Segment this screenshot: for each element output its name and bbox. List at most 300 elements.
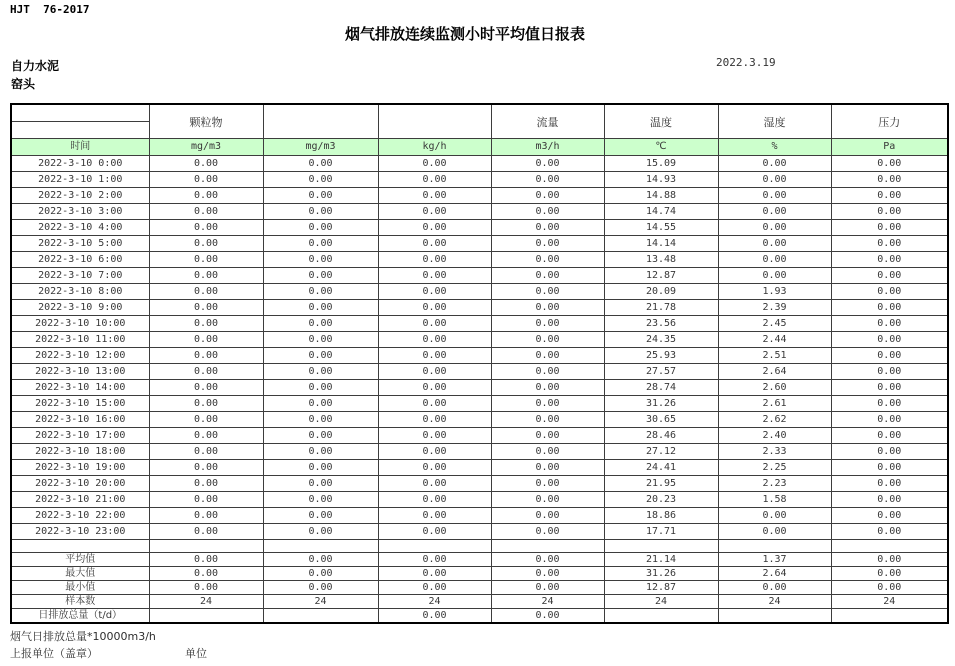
- value-cell: 0.00: [263, 332, 378, 348]
- time-cell: 2022-3-10 23:00: [11, 524, 149, 540]
- time-cell: 2022-3-10 21:00: [11, 492, 149, 508]
- summary-value-cell: 0.00: [149, 581, 263, 595]
- monitoring-point: 窑头: [11, 77, 36, 91]
- value-cell: 0.00: [831, 268, 948, 284]
- standard-code: HJT 76-2017: [10, 3, 90, 16]
- summary-value-cell: [149, 609, 263, 624]
- unit-cell: %: [718, 139, 831, 156]
- value-cell: 0.00: [263, 220, 378, 236]
- value-cell: 30.65: [604, 412, 718, 428]
- value-cell: 0.00: [491, 172, 604, 188]
- value-cell: 0.00: [263, 316, 378, 332]
- unit-cell: Pa: [831, 139, 948, 156]
- summary-value-cell: 31.26: [604, 567, 718, 581]
- summary-row: [11, 595, 948, 609]
- value-cell: 0.00: [831, 460, 948, 476]
- value-cell: 0.00: [149, 316, 263, 332]
- summary-value-cell: 0.00: [831, 553, 948, 567]
- summary-label-cell: 平均值: [11, 553, 149, 567]
- value-cell: 20.09: [604, 284, 718, 300]
- value-cell: 0.00: [378, 412, 491, 428]
- value-cell: 18.86: [604, 508, 718, 524]
- value-cell: 0.00: [263, 236, 378, 252]
- value-cell: 0.00: [718, 252, 831, 268]
- value-cell: 0.00: [149, 444, 263, 460]
- summary-value-cell: 0.00: [718, 581, 831, 595]
- value-cell: 0.00: [378, 380, 491, 396]
- value-cell: 0.00: [491, 364, 604, 380]
- value-cell: 0.00: [149, 220, 263, 236]
- value-cell: 0.00: [378, 396, 491, 412]
- value-cell: 0.00: [378, 364, 491, 380]
- unit-cell: mg/m3: [149, 139, 263, 156]
- value-cell: 0.00: [831, 476, 948, 492]
- value-cell: 0.00: [491, 396, 604, 412]
- table-head: [11, 104, 948, 156]
- summary-value-cell: 24: [149, 595, 263, 609]
- value-cell: 24.41: [604, 460, 718, 476]
- spacer-cell: [378, 540, 491, 553]
- summary-value-cell: 0.00: [378, 609, 491, 624]
- value-cell: 0.00: [149, 460, 263, 476]
- group-header-cell: 湿度: [718, 104, 831, 139]
- value-cell: 0.00: [831, 508, 948, 524]
- value-cell: 0.00: [149, 492, 263, 508]
- value-cell: 0.00: [491, 332, 604, 348]
- value-cell: 0.00: [149, 332, 263, 348]
- time-cell: 2022-3-10 5:00: [11, 236, 149, 252]
- group-header-cell: 温度: [604, 104, 718, 139]
- value-cell: 21.95: [604, 476, 718, 492]
- spacer-cell: [11, 540, 149, 553]
- summary-value-cell: 0.00: [263, 581, 378, 595]
- value-cell: 28.74: [604, 380, 718, 396]
- value-cell: 0.00: [263, 492, 378, 508]
- unit-cell: m3/h: [491, 139, 604, 156]
- value-cell: 0.00: [378, 428, 491, 444]
- value-cell: 0.00: [149, 188, 263, 204]
- summary-value-cell: 24: [604, 595, 718, 609]
- value-cell: 0.00: [831, 380, 948, 396]
- table-row: [11, 220, 948, 236]
- spacer-cell: [263, 540, 378, 553]
- table-row: [11, 316, 948, 332]
- summary-label-cell: 样本数: [11, 595, 149, 609]
- value-cell: 0.00: [718, 524, 831, 540]
- table-row: [11, 476, 948, 492]
- value-cell: 0.00: [718, 236, 831, 252]
- report-date: 2022.3.19: [716, 56, 776, 69]
- value-cell: 0.00: [491, 476, 604, 492]
- table-row: [11, 300, 948, 316]
- value-cell: 0.00: [718, 508, 831, 524]
- value-cell: 0.00: [263, 348, 378, 364]
- value-cell: 0.00: [149, 156, 263, 172]
- value-cell: 0.00: [831, 412, 948, 428]
- value-cell: 14.55: [604, 220, 718, 236]
- value-cell: 0.00: [831, 428, 948, 444]
- value-cell: 28.46: [604, 428, 718, 444]
- summary-value-cell: 0.00: [831, 581, 948, 595]
- summary-value-cell: 24: [263, 595, 378, 609]
- value-cell: 0.00: [491, 204, 604, 220]
- value-cell: 0.00: [263, 380, 378, 396]
- value-cell: 0.00: [491, 316, 604, 332]
- summary-row: [11, 553, 948, 567]
- value-cell: 0.00: [263, 156, 378, 172]
- time-cell: 2022-3-10 4:00: [11, 220, 149, 236]
- value-cell: 0.00: [378, 236, 491, 252]
- value-cell: 0.00: [718, 220, 831, 236]
- value-cell: 0.00: [491, 220, 604, 236]
- time-cell: 2022-3-10 0:00: [11, 156, 149, 172]
- value-cell: 0.00: [378, 156, 491, 172]
- summary-value-cell: 0.00: [491, 567, 604, 581]
- spacer-row: [11, 540, 948, 553]
- group-header-cell: 压力: [831, 104, 948, 139]
- value-cell: 2.25: [718, 460, 831, 476]
- value-cell: 2.60: [718, 380, 831, 396]
- summary-value-cell: 0.00: [149, 553, 263, 567]
- time-cell: 2022-3-10 11:00: [11, 332, 149, 348]
- value-cell: 0.00: [263, 284, 378, 300]
- value-cell: 0.00: [149, 268, 263, 284]
- value-cell: 0.00: [378, 460, 491, 476]
- spacer-cell: [604, 540, 718, 553]
- summary-value-cell: 0.00: [491, 553, 604, 567]
- value-cell: 0.00: [149, 412, 263, 428]
- value-cell: 0.00: [831, 396, 948, 412]
- value-cell: 0.00: [149, 348, 263, 364]
- value-cell: 14.14: [604, 236, 718, 252]
- value-cell: 0.00: [149, 364, 263, 380]
- value-cell: 0.00: [149, 508, 263, 524]
- table-row: [11, 172, 948, 188]
- value-cell: 27.12: [604, 444, 718, 460]
- table-row: [11, 364, 948, 380]
- group-header-row: [11, 104, 948, 122]
- summary-value-cell: 0.00: [263, 567, 378, 581]
- table-row: [11, 428, 948, 444]
- summary-value-cell: 12.87: [604, 581, 718, 595]
- summary-label-cell: 最大值: [11, 567, 149, 581]
- value-cell: 0.00: [831, 300, 948, 316]
- value-cell: 0.00: [831, 444, 948, 460]
- summary-value-cell: 0.00: [831, 567, 948, 581]
- summary-value-cell: 24: [378, 595, 491, 609]
- value-cell: 2.23: [718, 476, 831, 492]
- value-cell: 2.62: [718, 412, 831, 428]
- value-cell: 0.00: [263, 412, 378, 428]
- summary-value-cell: 0.00: [491, 581, 604, 595]
- value-cell: 2.44: [718, 332, 831, 348]
- value-cell: 0.00: [491, 460, 604, 476]
- value-cell: 0.00: [263, 268, 378, 284]
- value-cell: 0.00: [491, 300, 604, 316]
- value-cell: 0.00: [378, 220, 491, 236]
- table-row: [11, 348, 948, 364]
- value-cell: 27.57: [604, 364, 718, 380]
- summary-value-cell: 24: [718, 595, 831, 609]
- value-cell: 0.00: [378, 252, 491, 268]
- value-cell: 0.00: [263, 188, 378, 204]
- spacer-cell: [149, 540, 263, 553]
- value-cell: 0.00: [718, 172, 831, 188]
- report-title: 烟气排放连续监测小时平均值日报表: [344, 25, 585, 43]
- value-cell: 1.58: [718, 492, 831, 508]
- table-row: [11, 156, 948, 172]
- value-cell: 0.00: [718, 268, 831, 284]
- value-cell: 0.00: [378, 444, 491, 460]
- spacer-cell: [718, 540, 831, 553]
- time-cell: 2022-3-10 1:00: [11, 172, 149, 188]
- value-cell: 0.00: [831, 252, 948, 268]
- value-cell: 0.00: [831, 524, 948, 540]
- group-header-cell: 流量: [491, 104, 604, 139]
- footer-flow-total-note: 烟气日排放总量*10000m3/h: [10, 630, 156, 643]
- summary-value-cell: [604, 609, 718, 624]
- value-cell: 0.00: [491, 348, 604, 364]
- table-row: [11, 204, 948, 220]
- value-cell: 0.00: [831, 172, 948, 188]
- value-cell: 0.00: [718, 204, 831, 220]
- value-cell: 0.00: [263, 204, 378, 220]
- value-cell: 0.00: [831, 332, 948, 348]
- summary-value-cell: 0.00: [149, 567, 263, 581]
- value-cell: 0.00: [149, 396, 263, 412]
- spacer-cell: [831, 540, 948, 553]
- value-cell: 0.00: [378, 524, 491, 540]
- summary-value-cell: [718, 609, 831, 624]
- footer-unit-label: 单位: [185, 647, 207, 660]
- value-cell: 24.35: [604, 332, 718, 348]
- value-cell: 0.00: [718, 156, 831, 172]
- report-table: [10, 103, 949, 624]
- summary-value-cell: 0.00: [491, 609, 604, 624]
- table-row: [11, 236, 948, 252]
- summary-value-cell: 0.00: [263, 553, 378, 567]
- value-cell: 0.00: [491, 188, 604, 204]
- value-cell: 0.00: [831, 220, 948, 236]
- value-cell: 0.00: [378, 348, 491, 364]
- value-cell: 0.00: [378, 332, 491, 348]
- summary-value-cell: 24: [491, 595, 604, 609]
- summary-label-cell: 最小值: [11, 581, 149, 595]
- time-cell: 2022-3-10 9:00: [11, 300, 149, 316]
- table-row: [11, 268, 948, 284]
- value-cell: 0.00: [378, 508, 491, 524]
- value-cell: 0.00: [831, 236, 948, 252]
- value-cell: 0.00: [149, 172, 263, 188]
- value-cell: 0.00: [831, 364, 948, 380]
- value-cell: 0.00: [831, 188, 948, 204]
- unit-cell: ℃: [604, 139, 718, 156]
- table-row: [11, 412, 948, 428]
- company-name: 自力水泥: [11, 59, 60, 73]
- table-row: [11, 460, 948, 476]
- value-cell: 15.09: [604, 156, 718, 172]
- group-header-empty-cell: [378, 104, 491, 139]
- time-header-cell: 时间: [11, 139, 149, 156]
- spacer-cell: [491, 540, 604, 553]
- time-cell: 2022-3-10 10:00: [11, 316, 149, 332]
- unit-cell: kg/h: [378, 139, 491, 156]
- value-cell: 0.00: [263, 364, 378, 380]
- summary-label-cell: 日排放总量（t/d）: [11, 609, 149, 624]
- value-cell: 13.48: [604, 252, 718, 268]
- value-cell: 0.00: [149, 252, 263, 268]
- value-cell: 0.00: [263, 252, 378, 268]
- group-header-empty-cell: [263, 104, 378, 139]
- value-cell: 0.00: [149, 236, 263, 252]
- summary-value-cell: 0.00: [378, 567, 491, 581]
- group-header-cell: 颗粒物: [149, 104, 263, 139]
- value-cell: 0.00: [263, 396, 378, 412]
- unit-row: [11, 139, 948, 156]
- corner-cell-top: [11, 104, 149, 122]
- value-cell: 31.26: [604, 396, 718, 412]
- time-cell: 2022-3-10 8:00: [11, 284, 149, 300]
- value-cell: 0.00: [491, 236, 604, 252]
- value-cell: 14.74: [604, 204, 718, 220]
- value-cell: 0.00: [149, 284, 263, 300]
- value-cell: 0.00: [378, 204, 491, 220]
- value-cell: 0.00: [149, 300, 263, 316]
- time-cell: 2022-3-10 17:00: [11, 428, 149, 444]
- time-cell: 2022-3-10 14:00: [11, 380, 149, 396]
- summary-value-cell: 2.64: [718, 567, 831, 581]
- time-cell: 2022-3-10 12:00: [11, 348, 149, 364]
- time-cell: 2022-3-10 13:00: [11, 364, 149, 380]
- value-cell: 0.00: [149, 204, 263, 220]
- time-cell: 2022-3-10 3:00: [11, 204, 149, 220]
- value-cell: 0.00: [263, 444, 378, 460]
- value-cell: 0.00: [831, 204, 948, 220]
- footer-reporting-unit-label: 上报单位（盖章）: [10, 647, 98, 660]
- value-cell: 0.00: [378, 476, 491, 492]
- value-cell: 0.00: [149, 380, 263, 396]
- value-cell: 0.00: [491, 284, 604, 300]
- time-cell: 2022-3-10 18:00: [11, 444, 149, 460]
- time-cell: 2022-3-10 20:00: [11, 476, 149, 492]
- value-cell: 0.00: [263, 476, 378, 492]
- time-cell: 2022-3-10 16:00: [11, 412, 149, 428]
- value-cell: 17.71: [604, 524, 718, 540]
- value-cell: 0.00: [149, 476, 263, 492]
- value-cell: 0.00: [378, 284, 491, 300]
- value-cell: 0.00: [378, 316, 491, 332]
- table-body: [11, 156, 948, 624]
- time-cell: 2022-3-10 22:00: [11, 508, 149, 524]
- summary-row: [11, 609, 948, 624]
- value-cell: 0.00: [263, 172, 378, 188]
- value-cell: 0.00: [491, 380, 604, 396]
- value-cell: 0.00: [263, 460, 378, 476]
- value-cell: 12.87: [604, 268, 718, 284]
- summary-value-cell: 1.37: [718, 553, 831, 567]
- table-row: [11, 188, 948, 204]
- value-cell: 2.39: [718, 300, 831, 316]
- value-cell: 0.00: [831, 284, 948, 300]
- time-cell: 2022-3-10 7:00: [11, 268, 149, 284]
- value-cell: 0.00: [491, 444, 604, 460]
- table-row: [11, 380, 948, 396]
- summary-value-cell: [831, 609, 948, 624]
- value-cell: 0.00: [378, 188, 491, 204]
- value-cell: 2.33: [718, 444, 831, 460]
- value-cell: 0.00: [831, 316, 948, 332]
- table-row: [11, 492, 948, 508]
- value-cell: 0.00: [831, 348, 948, 364]
- value-cell: 0.00: [831, 156, 948, 172]
- value-cell: 2.45: [718, 316, 831, 332]
- value-cell: 0.00: [378, 492, 491, 508]
- value-cell: 2.61: [718, 396, 831, 412]
- value-cell: 20.23: [604, 492, 718, 508]
- summary-value-cell: 0.00: [378, 553, 491, 567]
- unit-cell: mg/m3: [263, 139, 378, 156]
- table-row: [11, 252, 948, 268]
- time-cell: 2022-3-10 2:00: [11, 188, 149, 204]
- summary-row: [11, 567, 948, 581]
- value-cell: 0.00: [831, 492, 948, 508]
- value-cell: 0.00: [263, 524, 378, 540]
- value-cell: 0.00: [491, 156, 604, 172]
- value-cell: 0.00: [378, 172, 491, 188]
- value-cell: 0.00: [491, 508, 604, 524]
- table-row: [11, 524, 948, 540]
- value-cell: 23.56: [604, 316, 718, 332]
- value-cell: 2.64: [718, 364, 831, 380]
- value-cell: 0.00: [718, 188, 831, 204]
- value-cell: 0.00: [263, 428, 378, 444]
- time-cell: 2022-3-10 19:00: [11, 460, 149, 476]
- summary-value-cell: [263, 609, 378, 624]
- table-row: [11, 284, 948, 300]
- value-cell: 0.00: [149, 428, 263, 444]
- table-row: [11, 396, 948, 412]
- value-cell: 0.00: [491, 428, 604, 444]
- value-cell: 25.93: [604, 348, 718, 364]
- time-cell: 2022-3-10 15:00: [11, 396, 149, 412]
- value-cell: 0.00: [491, 252, 604, 268]
- value-cell: 1.93: [718, 284, 831, 300]
- value-cell: 0.00: [491, 492, 604, 508]
- value-cell: 0.00: [378, 300, 491, 316]
- value-cell: 0.00: [491, 524, 604, 540]
- value-cell: 0.00: [491, 412, 604, 428]
- summary-value-cell: 21.14: [604, 553, 718, 567]
- corner-cell-bottom: [11, 122, 149, 139]
- value-cell: 2.40: [718, 428, 831, 444]
- summary-value-cell: 0.00: [378, 581, 491, 595]
- value-cell: 0.00: [149, 524, 263, 540]
- summary-value-cell: 24: [831, 595, 948, 609]
- value-cell: 0.00: [491, 268, 604, 284]
- value-cell: 0.00: [263, 300, 378, 316]
- value-cell: 0.00: [378, 268, 491, 284]
- table-row: [11, 508, 948, 524]
- summary-row: [11, 581, 948, 595]
- table-row: [11, 444, 948, 460]
- table-row: [11, 332, 948, 348]
- value-cell: 14.88: [604, 188, 718, 204]
- value-cell: 2.51: [718, 348, 831, 364]
- value-cell: 0.00: [263, 508, 378, 524]
- value-cell: 14.93: [604, 172, 718, 188]
- time-cell: 2022-3-10 6:00: [11, 252, 149, 268]
- value-cell: 21.78: [604, 300, 718, 316]
